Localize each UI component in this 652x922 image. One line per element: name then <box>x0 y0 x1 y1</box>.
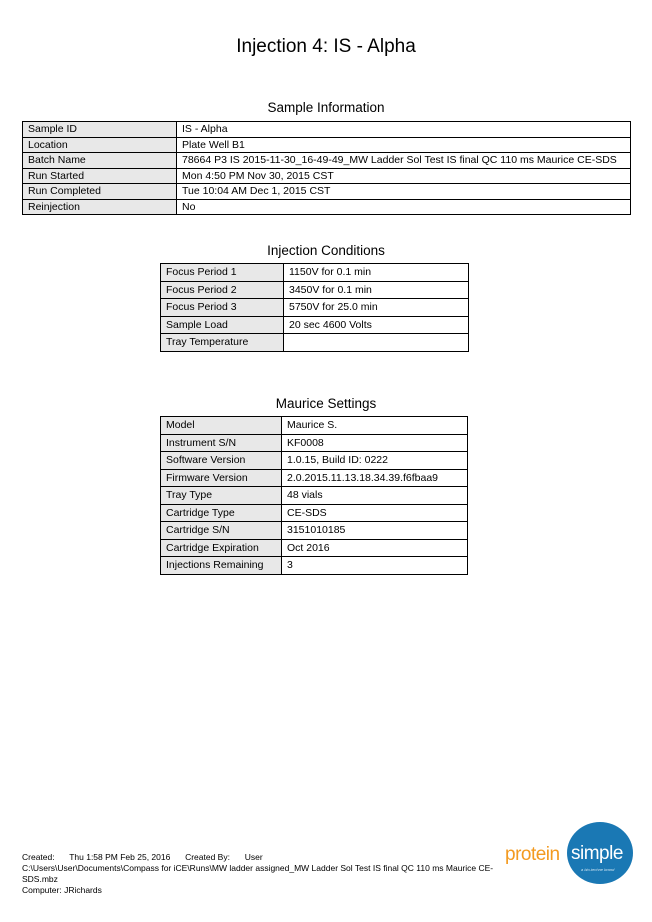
row-value: 2.0.2015.11.13.18.34.39.f6fbaa9 <box>282 469 468 487</box>
row-label: Sample ID <box>23 122 177 138</box>
row-label: Focus Period 2 <box>161 281 284 299</box>
row-label: Software Version <box>161 452 282 470</box>
row-label: Firmware Version <box>161 469 282 487</box>
table-row <box>161 539 468 557</box>
row-value: CE-SDS <box>282 504 468 522</box>
table-row <box>23 168 631 184</box>
row-label: Model <box>161 417 282 435</box>
table-row <box>161 316 469 334</box>
table-row <box>161 469 468 487</box>
table-row <box>23 153 631 169</box>
logo-tagline: a bio-techne brand <box>581 867 615 872</box>
table-row <box>23 137 631 153</box>
table-row <box>23 184 631 200</box>
row-label: Cartridge Type <box>161 504 282 522</box>
created-value: Thu 1:58 PM Feb 25, 2016 <box>69 852 171 862</box>
logo-word-part2: simple <box>571 843 623 864</box>
row-label: Tray Type <box>161 487 282 505</box>
maurice-settings-title: Maurice Settings <box>275 396 377 411</box>
created-by-label: Created By: <box>185 852 230 862</box>
sample-information-title: Sample Information <box>267 100 385 115</box>
row-label: Run Completed <box>23 184 177 200</box>
row-value: Plate Well B1 <box>177 137 631 153</box>
table-row <box>23 122 631 138</box>
logo-circle <box>567 822 633 884</box>
row-value: 3151010185 <box>282 522 468 540</box>
row-value: 48 vials <box>282 487 468 505</box>
table-row <box>161 434 468 452</box>
table-row <box>161 452 468 470</box>
row-label: Location <box>23 137 177 153</box>
row-label: Sample Load <box>161 316 284 334</box>
row-label: Instrument S/N <box>161 434 282 452</box>
table-row <box>161 557 468 575</box>
table-row <box>161 281 469 299</box>
file-path: C:\Users\User\Documents\Compass for iCE\Runs\MW ladder assigned_MW Ladder Sol Test IS final QC 110 ms Maurice CE-SDS.mbz <box>22 863 494 884</box>
row-label: Cartridge S/N <box>161 522 282 540</box>
row-value: 1150V for 0.1 min <box>284 264 469 282</box>
row-value <box>284 334 469 352</box>
row-label: Tray Temperature <box>161 334 284 352</box>
row-label: Cartridge Expiration <box>161 539 282 557</box>
row-value: Maurice S. <box>282 417 468 435</box>
row-value: 78664 P3 IS 2015-11-30_16-49-49_MW Ladder Sol Test IS final QC 110 ms Maurice CE-SDS <box>177 153 631 169</box>
row-label: Reinjection <box>23 199 177 215</box>
table-row <box>23 199 631 215</box>
table-row <box>161 504 468 522</box>
row-value: 3 <box>282 557 468 575</box>
row-value: 3450V for 0.1 min <box>284 281 469 299</box>
report-footer <box>22 852 512 896</box>
table-row <box>161 522 468 540</box>
row-value: Oct 2016 <box>282 539 468 557</box>
row-value: KF0008 <box>282 434 468 452</box>
row-label: Injections Remaining <box>161 557 282 575</box>
row-value: IS - Alpha <box>177 122 631 138</box>
created-label: Created: <box>22 852 55 862</box>
maurice-settings-table <box>160 416 468 575</box>
row-label: Focus Period 3 <box>161 299 284 317</box>
row-value: 1.0.15, Build ID: 0222 <box>282 452 468 470</box>
table-row <box>161 487 468 505</box>
table-row <box>161 417 468 435</box>
logo-word-part1: protein <box>505 844 560 865</box>
created-by-value: User <box>244 852 263 862</box>
injection-conditions-title: Injection Conditions <box>267 243 385 258</box>
table-row <box>161 334 469 352</box>
table-row <box>161 264 469 282</box>
table-row <box>161 299 469 317</box>
page-title: Injection 4: IS - Alpha <box>236 36 416 57</box>
proteinsimple-logo <box>505 822 635 884</box>
computer-value: JRichards <box>64 885 102 895</box>
row-value: Mon 4:50 PM Nov 30, 2015 CST <box>177 168 631 184</box>
computer-label: Computer: <box>22 885 62 895</box>
row-label: Run Started <box>23 168 177 184</box>
row-label: Focus Period 1 <box>161 264 284 282</box>
row-value: Tue 10:04 AM Dec 1, 2015 CST <box>177 184 631 200</box>
row-value: No <box>177 199 631 215</box>
row-value: 5750V for 25.0 min <box>284 299 469 317</box>
row-label: Batch Name <box>23 153 177 169</box>
injection-conditions-table <box>160 263 469 352</box>
sample-information-table <box>22 121 631 215</box>
row-value: 20 sec 4600 Volts <box>284 316 469 334</box>
